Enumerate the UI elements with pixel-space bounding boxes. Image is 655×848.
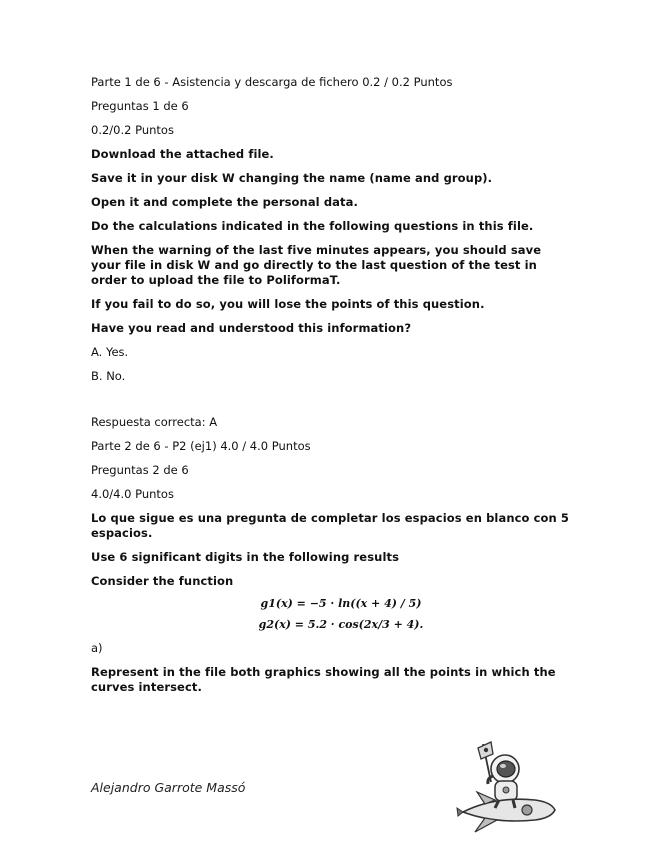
part2-represent: Represent in the file both graphics showing all the points in which the curves intersect. bbox=[91, 665, 556, 694]
part1-points: 0.2/0.2 Puntos bbox=[91, 123, 174, 137]
subitem-a: a) bbox=[91, 641, 103, 655]
part2-header: Parte 2 de 6 - P2 (ej1) 4.0 / 4.0 Puntos bbox=[91, 439, 311, 453]
astronaut-rocket-icon bbox=[455, 738, 557, 838]
correct-answer: Respuesta correcta: A bbox=[91, 415, 218, 429]
exam-page bbox=[91, 75, 571, 704]
option-b: B. No. bbox=[91, 369, 126, 383]
part1-questions-count: Preguntas 1 de 6 bbox=[91, 99, 189, 113]
part1-header: Parte 1 de 6 - Asistencia y descarga de fichero 0.2 / 0.2 Puntos bbox=[91, 75, 453, 89]
part2-consider: Consider the function bbox=[91, 574, 234, 588]
instruction-question: Have you read and understood this information? bbox=[91, 321, 412, 335]
instruction-calculate: Do the calculations indicated in the following questions in this file. bbox=[91, 219, 534, 233]
formula-block bbox=[91, 596, 571, 633]
spacer bbox=[91, 393, 571, 415]
part2-points: 4.0/4.0 Puntos bbox=[91, 487, 174, 501]
part2-digits: Use 6 significant digits in the following results bbox=[91, 550, 400, 564]
part2-intro: Lo que sigue es una pregunta de completar los espacios en blanco con 5 espacios. bbox=[91, 511, 570, 540]
option-a: A. Yes. bbox=[91, 345, 129, 359]
formula-g2: g2(x) = 5.2 · cos(2x/3 + 4). bbox=[258, 618, 424, 631]
formula-g1: g1(x) = −5 · ln((x + 4) / 5) bbox=[260, 597, 422, 610]
instruction-open: Open it and complete the personal data. bbox=[91, 195, 358, 209]
instruction-save: Save it in your disk W changing the name (name and group). bbox=[91, 171, 493, 185]
instruction-download: Download the attached file. bbox=[91, 147, 274, 161]
author-signature: Alejandro Garrote Massó bbox=[91, 780, 246, 795]
instruction-fail: If you fail to do so, you will lose the points of this question. bbox=[91, 297, 485, 311]
instruction-warning: When the warning of the last five minutes appears, you should save your file in disk W and go directly to the last question of the test in order to upload the file to PoliformaT. bbox=[91, 243, 542, 287]
part2-questions-count: Preguntas 2 de 6 bbox=[91, 463, 189, 477]
